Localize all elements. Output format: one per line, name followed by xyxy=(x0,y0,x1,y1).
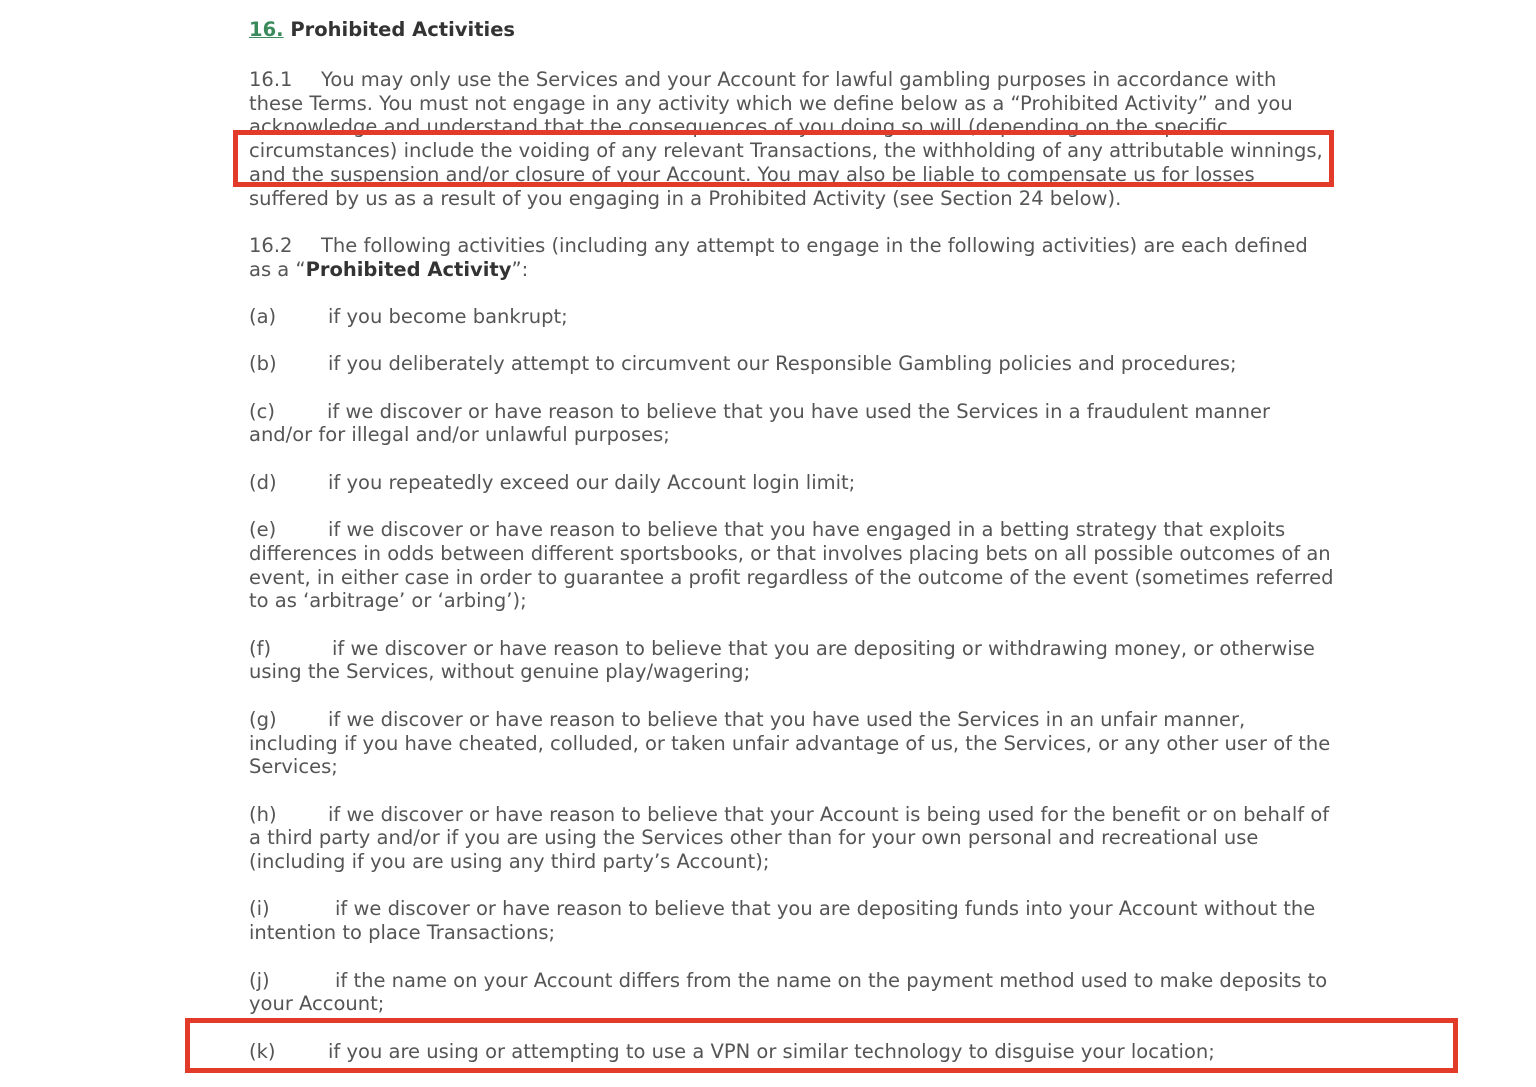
item-label: (b) xyxy=(249,352,277,376)
list-item-f xyxy=(249,637,1334,684)
item-label: (f) xyxy=(249,636,272,660)
item-label: (g) xyxy=(249,707,277,731)
list-item-c xyxy=(249,400,1334,447)
item-text: if the name on your Account differs from the name on the payment method used to make deposits to your Account; xyxy=(249,968,1328,1016)
item-text: if you deliberately attempt to circumvent our Responsible Gambling policies and procedures; xyxy=(328,352,1237,376)
section-title: Prohibited Activities xyxy=(290,18,516,41)
list-item-h xyxy=(249,803,1334,874)
clause-16-1 xyxy=(249,68,1334,210)
clause-number: 16.1 xyxy=(249,68,293,91)
list-item-k xyxy=(249,1040,1334,1064)
item-label: (h) xyxy=(249,802,277,826)
item-text: if you are using or attempting to use a VPN or similar technology to disguise your location; xyxy=(328,1039,1215,1063)
list-item-a xyxy=(249,305,1334,329)
item-label: (i) xyxy=(249,897,270,921)
item-label: (k) xyxy=(249,1039,276,1063)
item-label: (j) xyxy=(249,968,270,992)
item-label: (e) xyxy=(249,518,277,542)
list-item-d xyxy=(249,471,1334,495)
item-text: if we discover or have reason to believe that you have engaged in a betting strategy that exploits differences in odds between different sportsbooks, or that involves placing bets on all possible outcomes of an event, in either case in order to guarantee a profit regardless of the outcome of the event (sometimes referred to as ‘arbitrage’ or ‘arbing’); xyxy=(249,518,1334,613)
item-text: if we discover or have reason to believe that your Account is being used for the benefit or on behalf of a third party and/or if you are using the Services other than for your own personal and recreational use (including if you are using any third party’s Account); xyxy=(249,802,1330,874)
clause-16-2 xyxy=(249,234,1334,281)
item-label: (c) xyxy=(249,399,275,423)
section-number-link[interactable]: 16. xyxy=(249,18,284,41)
clause-bold-term: Prohibited Activity xyxy=(305,257,512,281)
list-item-j xyxy=(249,969,1334,1016)
item-text: if we discover or have reason to believe that you are depositing or withdrawing money, or otherwise using the Services, without genuine play/wagering; xyxy=(249,636,1315,684)
item-text: if we discover or have reason to believe that you are depositing funds into your Account without the intention to place Transactions; xyxy=(249,897,1316,945)
clause-number: 16.2 xyxy=(249,233,293,257)
list-item-b xyxy=(249,352,1334,376)
item-text: if you become bankrupt; xyxy=(328,305,568,328)
section-heading xyxy=(249,16,1334,44)
item-label: (d) xyxy=(249,470,277,494)
item-text: if we discover or have reason to believe that you have used the Services in a fraudulent manner and/or for illegal and/or unlawful purposes; xyxy=(249,399,1271,447)
clause-text-after: ”: xyxy=(511,257,529,281)
terms-document xyxy=(249,16,1334,1087)
list-item-e xyxy=(249,518,1334,613)
list-item-g xyxy=(249,708,1334,779)
clause-text-before: The following activities (including any attempt to engage in the following activities) are each defined as a “ xyxy=(249,233,1308,281)
item-label: (a) xyxy=(249,305,277,328)
item-text: if we discover or have reason to believe that you have used the Services in an unfair manner, including if you have cheated, colluded, or taken unfair advantage of us, the Services, or any other user of the Services; xyxy=(249,707,1331,779)
list-item-i xyxy=(249,897,1334,944)
clause-text: You may only use the Services and your Account for lawful gambling purposes in accordance with these Terms. You must not engage in any activity which we define below as a “Prohibited Activity” and you acknowledge and understand that the consequences of you doing so will (depending on the specific circumstances) include the voiding of any relevant Transactions, the withholding of any attributable winnings, and the suspension and/or closure of your Account. You may also be liable to compensate us for losses suffered by us as a result of you engaging in a Prohibited Activity (see Section 24 below). xyxy=(249,68,1323,210)
item-text: if you repeatedly exceed our daily Account login limit; xyxy=(328,470,856,494)
